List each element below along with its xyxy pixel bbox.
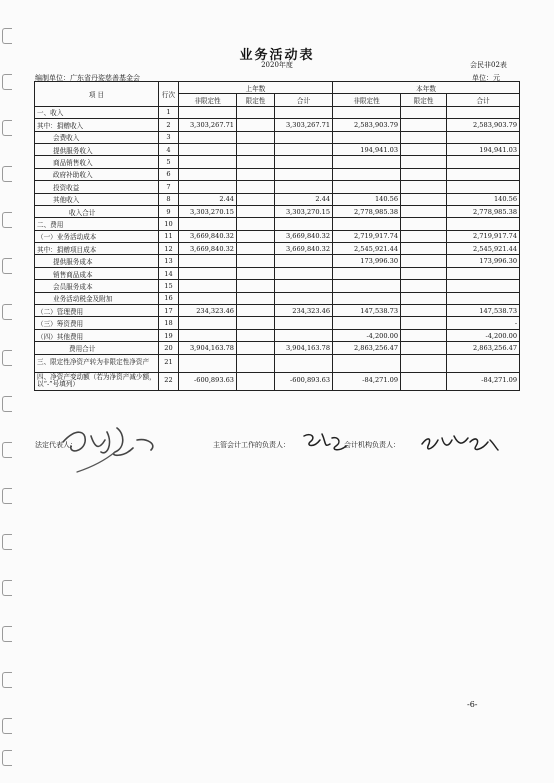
row-line: 3 — [159, 131, 179, 143]
inst-head-label: 会计机构负责人： — [344, 441, 400, 449]
row-curr-unrestricted — [333, 156, 401, 168]
row-prev-total — [275, 131, 333, 143]
form-number: 会民非02表 — [470, 61, 507, 69]
header-curr-restricted: 限定性 — [401, 94, 447, 106]
header-item: 项 目 — [35, 82, 159, 107]
row-item: 二、费用 — [35, 218, 159, 230]
row-curr-unrestricted: -84,271.09 — [333, 372, 401, 390]
row-curr-restricted — [401, 106, 447, 118]
row-line: 22 — [159, 372, 179, 390]
row-prev-restricted — [237, 156, 275, 168]
table-row — [35, 372, 520, 390]
row-prev-unrestricted — [179, 292, 237, 304]
row-curr-unrestricted: 140.56 — [333, 193, 401, 205]
row-item: 其中：捐赠收入 — [35, 119, 159, 131]
report-title: 业务活动表 — [239, 48, 315, 63]
row-curr-restricted — [401, 280, 447, 292]
row-item: 提供服务成本 — [35, 255, 159, 267]
row-curr-unrestricted: 2,583,903.79 — [333, 119, 401, 131]
row-curr-total: 2,778,985.38 — [447, 205, 520, 217]
binding-ring — [2, 304, 12, 320]
row-item: 投资收益 — [35, 181, 159, 193]
row-curr-unrestricted — [333, 181, 401, 193]
row-prev-total — [275, 143, 333, 155]
row-line: 13 — [159, 255, 179, 267]
row-prev-unrestricted — [179, 143, 237, 155]
table-row — [35, 205, 520, 217]
row-line: 5 — [159, 156, 179, 168]
binding-ring — [2, 534, 12, 550]
legal-rep-signature — [55, 418, 185, 476]
table-row — [35, 131, 520, 143]
table-row — [35, 317, 520, 329]
row-curr-unrestricted: 2,778,985.38 — [333, 205, 401, 217]
row-curr-unrestricted: 2,719,917.74 — [333, 230, 401, 242]
binding-ring — [2, 396, 12, 412]
row-prev-unrestricted: -600,893.63 — [179, 372, 237, 390]
binding-ring — [2, 28, 12, 44]
row-prev-unrestricted — [179, 218, 237, 230]
row-curr-restricted — [401, 255, 447, 267]
row-prev-unrestricted — [179, 317, 237, 329]
row-prev-restricted — [237, 342, 275, 354]
row-curr-unrestricted: 173,996.30 — [333, 255, 401, 267]
row-item: （四）其他费用 — [35, 329, 159, 341]
acct-head-label: 主管会计工作的负责人： — [213, 441, 290, 449]
table-row — [35, 329, 520, 341]
row-curr-total — [447, 292, 520, 304]
row-prev-restricted — [237, 131, 275, 143]
row-curr-total — [447, 267, 520, 279]
row-prev-restricted — [237, 280, 275, 292]
header-curr-total: 合计 — [447, 94, 520, 106]
row-prev-unrestricted — [179, 168, 237, 180]
row-curr-total — [447, 218, 520, 230]
row-prev-total — [275, 280, 333, 292]
row-curr-total: 2,719,917.74 — [447, 230, 520, 242]
row-prev-total — [275, 156, 333, 168]
row-prev-restricted — [237, 168, 275, 180]
row-curr-unrestricted — [333, 354, 401, 372]
table-row — [35, 342, 520, 354]
table-row — [35, 106, 520, 118]
row-prev-unrestricted — [179, 131, 237, 143]
row-curr-restricted — [401, 243, 447, 255]
row-prev-restricted — [237, 205, 275, 217]
row-prev-total: 3,669,840.32 — [275, 230, 333, 242]
table-row — [35, 292, 520, 304]
row-prev-unrestricted: 3,303,270.15 — [179, 205, 237, 217]
row-curr-unrestricted: 147,538.73 — [333, 305, 401, 317]
row-line: 15 — [159, 280, 179, 292]
row-curr-restricted — [401, 193, 447, 205]
binding-ring — [2, 580, 12, 596]
row-curr-total: 147,538.73 — [447, 305, 520, 317]
row-prev-total: 3,303,267.71 — [275, 119, 333, 131]
row-prev-unrestricted: 3,669,840.32 — [179, 243, 237, 255]
row-prev-unrestricted — [179, 156, 237, 168]
table-row — [35, 193, 520, 205]
row-item: （二）管理费用 — [35, 305, 159, 317]
table-row — [35, 181, 520, 193]
row-curr-restricted — [401, 181, 447, 193]
row-prev-restricted — [237, 372, 275, 390]
row-prev-unrestricted: 2.44 — [179, 193, 237, 205]
row-prev-unrestricted: 234,323.46 — [179, 305, 237, 317]
row-curr-total: -4,200.00 — [447, 329, 520, 341]
row-curr-unrestricted: 194,941.03 — [333, 143, 401, 155]
table-row — [35, 218, 520, 230]
row-prev-unrestricted: 3,669,840.32 — [179, 230, 237, 242]
row-item: 会员服务成本 — [35, 280, 159, 292]
binding-ring — [2, 718, 12, 734]
row-item: （三）筹资费用 — [35, 317, 159, 329]
row-curr-unrestricted — [333, 106, 401, 118]
row-prev-unrestricted — [179, 106, 237, 118]
row-curr-total: - — [447, 317, 520, 329]
table-row — [35, 305, 520, 317]
row-item: 政府补助收入 — [35, 168, 159, 180]
row-line: 4 — [159, 143, 179, 155]
row-item: （一）业务活动成本 — [35, 230, 159, 242]
row-prev-total: 2.44 — [275, 193, 333, 205]
row-curr-unrestricted — [333, 317, 401, 329]
row-item: 收入合计 — [35, 205, 159, 217]
binding-ring — [2, 166, 12, 182]
row-curr-restricted — [401, 267, 447, 279]
header-prev-total: 合计 — [275, 94, 333, 106]
row-line: 11 — [159, 230, 179, 242]
binding-ring — [2, 120, 12, 136]
row-line: 12 — [159, 243, 179, 255]
binding-ring — [2, 442, 12, 458]
row-curr-restricted — [401, 143, 447, 155]
row-item: 会费收入 — [35, 131, 159, 143]
header-prev-unrestricted: 非限定性 — [179, 94, 237, 106]
row-prev-total — [275, 181, 333, 193]
binding-ring — [2, 212, 12, 228]
row-curr-restricted — [401, 372, 447, 390]
row-prev-restricted — [237, 106, 275, 118]
row-line: 19 — [159, 329, 179, 341]
table-row — [35, 243, 520, 255]
row-prev-unrestricted — [179, 354, 237, 372]
acct-head-signature — [300, 428, 348, 456]
row-prev-restricted — [237, 243, 275, 255]
row-prev-total — [275, 354, 333, 372]
row-curr-restricted — [401, 168, 447, 180]
table-row — [35, 267, 520, 279]
row-prev-total — [275, 292, 333, 304]
row-prev-restricted — [237, 143, 275, 155]
organization: 编制单位：广东省丹姿慈善基金会 — [35, 74, 140, 82]
row-prev-restricted — [237, 329, 275, 341]
header-prev-restricted: 限定性 — [237, 94, 275, 106]
row-curr-unrestricted — [333, 267, 401, 279]
row-line: 1 — [159, 106, 179, 118]
row-curr-total: 140.56 — [447, 193, 520, 205]
row-prev-total — [275, 329, 333, 341]
row-prev-unrestricted — [179, 255, 237, 267]
row-curr-unrestricted: 2,863,256.47 — [333, 342, 401, 354]
header-prev-year: 上年数 — [179, 82, 333, 94]
table-row — [35, 280, 520, 292]
table-row — [35, 156, 520, 168]
row-curr-restricted — [401, 230, 447, 242]
row-curr-restricted — [401, 119, 447, 131]
row-prev-restricted — [237, 230, 275, 242]
table-row — [35, 168, 520, 180]
header-curr-unrestricted: 非限定性 — [333, 94, 401, 106]
row-curr-restricted — [401, 354, 447, 372]
row-curr-restricted — [401, 317, 447, 329]
row-prev-restricted — [237, 119, 275, 131]
row-curr-total — [447, 280, 520, 292]
row-prev-restricted — [237, 317, 275, 329]
row-prev-restricted — [237, 193, 275, 205]
row-prev-restricted — [237, 354, 275, 372]
row-curr-total: 173,996.30 — [447, 255, 520, 267]
table-row — [35, 230, 520, 242]
row-curr-unrestricted: -4,200.00 — [333, 329, 401, 341]
row-curr-total — [447, 168, 520, 180]
row-line: 6 — [159, 168, 179, 180]
row-prev-total — [275, 317, 333, 329]
row-curr-total — [447, 181, 520, 193]
row-item: 其他收入 — [35, 193, 159, 205]
row-line: 9 — [159, 205, 179, 217]
report-year: 2020年度 — [261, 61, 293, 69]
row-prev-total — [275, 267, 333, 279]
binding-ring — [2, 488, 12, 504]
row-curr-total: -84,271.09 — [447, 372, 520, 390]
row-item: 销售商品成本 — [35, 267, 159, 279]
row-curr-restricted — [401, 329, 447, 341]
row-line: 16 — [159, 292, 179, 304]
binding-ring — [2, 750, 12, 766]
row-prev-total — [275, 255, 333, 267]
row-curr-unrestricted: 2,545,921.44 — [333, 243, 401, 255]
row-line: 14 — [159, 267, 179, 279]
row-prev-total: 3,303,270.15 — [275, 205, 333, 217]
row-line: 2 — [159, 119, 179, 131]
row-prev-unrestricted — [179, 181, 237, 193]
row-curr-restricted — [401, 131, 447, 143]
row-curr-total — [447, 131, 520, 143]
row-curr-unrestricted — [333, 218, 401, 230]
row-prev-total — [275, 218, 333, 230]
row-prev-restricted — [237, 181, 275, 193]
row-item: 费用合计 — [35, 342, 159, 354]
table-row — [35, 354, 520, 372]
row-curr-unrestricted — [333, 168, 401, 180]
row-item: 一、收入 — [35, 106, 159, 118]
row-item: 业务活动税金及附加 — [35, 292, 159, 304]
row-curr-restricted — [401, 342, 447, 354]
row-prev-total: 3,904,163.78 — [275, 342, 333, 354]
row-prev-total — [275, 106, 333, 118]
row-prev-unrestricted — [179, 280, 237, 292]
table-body — [35, 106, 520, 390]
header-curr-year: 本年数 — [333, 82, 520, 94]
binding-ring — [2, 258, 12, 274]
row-curr-restricted — [401, 305, 447, 317]
row-curr-restricted — [401, 218, 447, 230]
row-curr-total: 194,941.03 — [447, 143, 520, 155]
row-prev-restricted — [237, 255, 275, 267]
row-prev-unrestricted: 3,904,163.78 — [179, 342, 237, 354]
table-row — [35, 119, 520, 131]
binding-ring — [2, 626, 12, 642]
row-prev-total: 3,669,840.32 — [275, 243, 333, 255]
row-line: 17 — [159, 305, 179, 317]
table-row — [35, 255, 520, 267]
row-prev-restricted — [237, 218, 275, 230]
row-prev-restricted — [237, 292, 275, 304]
row-item: 四、净资产变动额（若为净资产减少额，以“-”号填列） — [35, 372, 159, 390]
row-curr-total: 2,863,256.47 — [447, 342, 520, 354]
inst-head-signature — [418, 430, 500, 456]
table-row — [35, 143, 520, 155]
row-line: 8 — [159, 193, 179, 205]
row-curr-restricted — [401, 205, 447, 217]
binding-ring — [2, 74, 12, 90]
row-line: 7 — [159, 181, 179, 193]
legal-rep-label: 法定代表人： — [35, 441, 77, 449]
row-prev-unrestricted — [179, 267, 237, 279]
row-item: 其中：捐赠项目成本 — [35, 243, 159, 255]
binding-rings — [2, 28, 14, 768]
row-line: 10 — [159, 218, 179, 230]
row-item: 商品销售收入 — [35, 156, 159, 168]
row-curr-total: 2,583,903.79 — [447, 119, 520, 131]
page-number: -6- — [467, 700, 478, 709]
row-prev-total: 234,323.46 — [275, 305, 333, 317]
row-item: 三、限定性净资产转为非限定性净资产 — [35, 354, 159, 372]
row-prev-restricted — [237, 267, 275, 279]
row-curr-unrestricted — [333, 280, 401, 292]
row-curr-restricted — [401, 156, 447, 168]
row-curr-total — [447, 156, 520, 168]
binding-ring — [2, 672, 12, 688]
row-line: 20 — [159, 342, 179, 354]
row-curr-unrestricted — [333, 131, 401, 143]
currency-unit: 单位：元 — [472, 74, 500, 82]
activity-table — [34, 81, 520, 391]
row-prev-restricted — [237, 305, 275, 317]
row-line: 18 — [159, 317, 179, 329]
row-prev-total — [275, 168, 333, 180]
row-prev-total: -600,893.63 — [275, 372, 333, 390]
row-curr-unrestricted — [333, 292, 401, 304]
row-curr-total — [447, 106, 520, 118]
row-item: 提供服务收入 — [35, 143, 159, 155]
row-prev-unrestricted — [179, 329, 237, 341]
binding-ring — [2, 350, 12, 366]
header-line: 行次 — [159, 82, 179, 107]
row-curr-total — [447, 354, 520, 372]
row-curr-restricted — [401, 292, 447, 304]
row-line: 21 — [159, 354, 179, 372]
row-curr-total: 2,545,921.44 — [447, 243, 520, 255]
row-prev-unrestricted: 3,303,267.71 — [179, 119, 237, 131]
